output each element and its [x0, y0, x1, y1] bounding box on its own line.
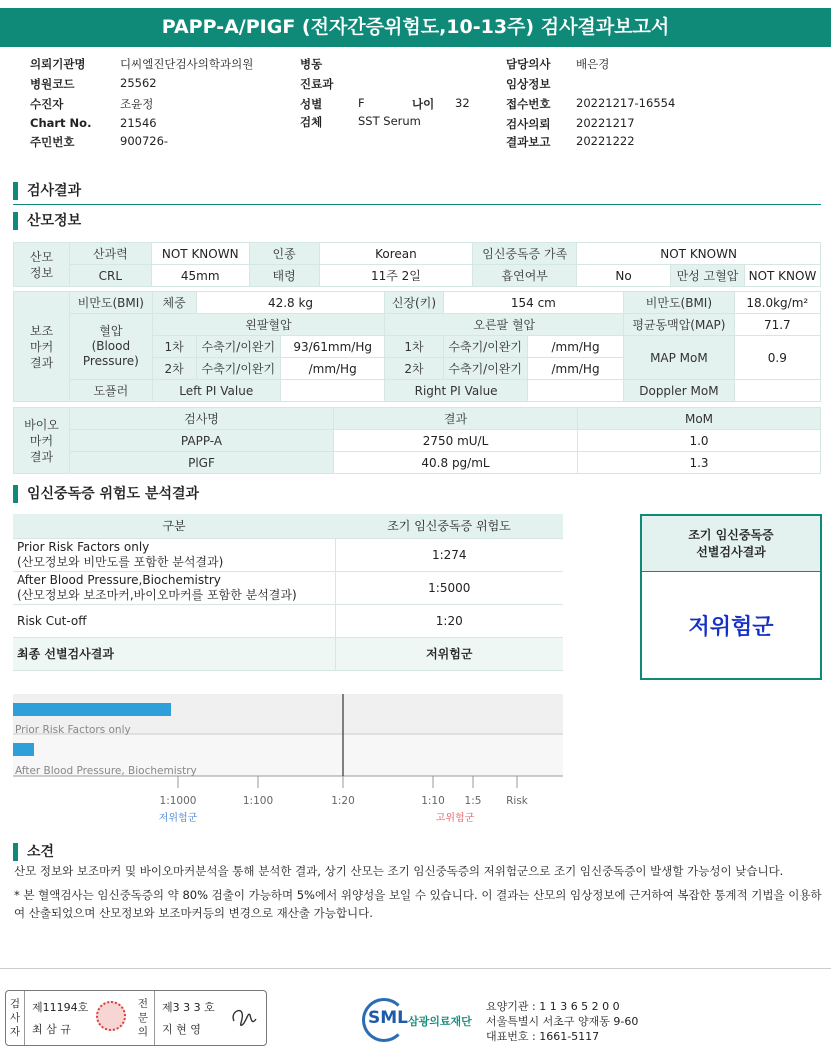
institution-name: 삼광의료재단: [408, 1015, 472, 1028]
header-value: 25562: [120, 76, 157, 90]
signature-icon: [228, 1003, 264, 1033]
section-title-result: 검사결과: [13, 182, 81, 200]
table-row: [14, 430, 821, 452]
cell-label: Right PI Value: [385, 380, 528, 402]
header-value: 20221222: [576, 134, 635, 148]
cell-label: 평균동맥압(MAP): [624, 314, 734, 336]
cell-label: 오른팔 혈압: [385, 314, 624, 336]
report-title: PAPP-A/PIGF (전자간증위험도,10-13주) 검사결과보고서: [0, 8, 831, 47]
table-row: [14, 452, 821, 474]
header-label: 성별: [300, 97, 323, 111]
cell-value: 0.9: [734, 336, 820, 380]
result-box-heading: 조기 임신중독증 선별검사결과: [642, 516, 820, 572]
cell-value: 42.8 kg: [196, 292, 385, 314]
header-label: 진료과: [300, 77, 334, 91]
cell-value: No: [577, 265, 671, 287]
column-header: 구분: [13, 514, 335, 538]
auxiliary-side-label: 보조 마커 결과: [14, 292, 70, 402]
low-risk-label: 저위험군: [158, 813, 198, 824]
risk-table: [13, 514, 563, 671]
tick-label: 1:1000: [159, 795, 197, 807]
auxiliary-marker-table: [13, 291, 821, 402]
cell-value: Korean: [319, 243, 473, 265]
header-value: 디씨엘진단검사의학과의원: [120, 57, 254, 71]
header-label: Chart No.: [30, 116, 92, 130]
risk-label: Prior Risk Factors only (산모정보와 비만도를 포함한 분석결과): [13, 538, 335, 571]
risk-bar-after: [13, 743, 34, 756]
divider: [13, 204, 821, 205]
cell-label: 수축기/이완기: [196, 358, 280, 380]
cell-value: 45mm: [151, 265, 249, 287]
header-label: 수진자: [30, 97, 64, 111]
cell-label: MAP MoM: [624, 336, 734, 380]
risk-label: After Blood Pressure,Biochemistry (산모정보와 보조마커,바이오마커를 포함한 분석결과): [13, 571, 335, 604]
cell-label: 인종: [249, 243, 319, 265]
tick-label: 1:20: [331, 795, 355, 807]
cell-label: PAPP-A: [70, 430, 334, 452]
cell-value: /mm/Hg: [280, 358, 384, 380]
cell-label: 임신중독증 가족: [473, 243, 577, 265]
cell-value: 154 cm: [443, 292, 624, 314]
cell-value: 2750 mU/L: [334, 430, 578, 452]
lab-label: 검사자: [9, 998, 21, 1038]
header-label: 담당의사: [506, 57, 551, 71]
header-label: 의뢰기관명: [30, 57, 86, 71]
column-header: 검사명: [70, 408, 334, 430]
header-label: 병동: [300, 57, 323, 71]
cell-label: 비만도(BMI): [624, 292, 734, 314]
risk-bar-prior: [13, 703, 171, 716]
section-title-maternal: 산모정보: [13, 212, 81, 230]
header-label: 병원코드: [30, 77, 75, 91]
risk-value: 1:5000: [335, 571, 563, 604]
cell-value: 18.0kg/m²: [734, 292, 820, 314]
logo-text: SML: [368, 1008, 408, 1028]
cell-label: 수축기/이완기: [196, 336, 280, 358]
cell-value: /mm/Hg: [527, 358, 623, 380]
cell-value: 1.3: [578, 452, 821, 474]
header-value: F: [358, 96, 365, 110]
biomarker-table: [13, 407, 821, 474]
cell-label: 도플러: [70, 380, 152, 402]
cell-label: 1차: [152, 336, 196, 358]
doc-number: 제3 3 3 호: [162, 1001, 215, 1014]
cell-value: NOT KNOW: [744, 265, 820, 287]
cell-label: 만성 고혈압: [670, 265, 744, 287]
cell-label: 2차: [152, 358, 196, 380]
risk-chart: [13, 694, 823, 829]
risk-value: 1:274: [335, 538, 563, 571]
cell-label: 2차: [385, 358, 443, 380]
table-row: [13, 538, 563, 571]
cell-label: 흡연여부: [473, 265, 577, 287]
header-value: 20221217: [576, 116, 635, 130]
cell-label: Left PI Value: [152, 380, 280, 402]
doc-label: 전문의: [137, 998, 149, 1038]
bar-label: After Blood Pressure, Biochemistry: [15, 765, 197, 777]
result-box: [640, 514, 822, 680]
tick-group: [160, 776, 529, 807]
header-value: 900726-: [120, 134, 169, 148]
header-value: 배은경: [576, 57, 610, 71]
sig-divider: [24, 991, 25, 1045]
cell-label: CRL: [69, 265, 151, 287]
column-header: MoM: [578, 408, 821, 430]
cell-value: 11주 2일: [319, 265, 473, 287]
final-label: 최종 선별검사결과: [13, 637, 335, 670]
section-title-analysis: 임신중독증 위험도 분석결과: [13, 485, 199, 503]
header-value: 조윤정: [120, 97, 154, 111]
tick-label: Risk: [506, 795, 528, 807]
biomarker-side-label: 바이오 마커 결과: [14, 408, 70, 474]
header-value: 20221217-16554: [576, 96, 676, 110]
cell-value: /mm/Hg: [527, 336, 623, 358]
table-row: [13, 604, 563, 637]
cell-label: 수축기/이완기: [443, 336, 527, 358]
high-risk-label: 고위험군: [435, 813, 475, 824]
cell-label: 체중: [152, 292, 196, 314]
cell-value: 71.7: [734, 314, 820, 336]
opinion-line2: * 본 혈액검사는 임신중독증의 약 80% 검출이 가능하며 5%에서 위양성을 보일 수 있습니다. 이 결과는 산모의 임상정보에 근거하여 복잡한 통계적 기법을 이용하여 산출되었으며 산모정보와 보조마커등의 변경으로 재산출 가능합니다.: [14, 888, 822, 920]
column-header: 조기 임신중독증 위험도: [335, 514, 563, 538]
institution-code: 요양기관 : 1 1 3 6 5 2 0 0: [486, 1000, 620, 1013]
cell-value: 93/61mm/Hg: [280, 336, 384, 358]
age-label: 나이: [412, 97, 435, 111]
maternal-side-label: 산모 정보: [14, 243, 70, 287]
institution-phone: 대표번호 : 1661-5117: [486, 1030, 600, 1043]
header-label: 주민번호: [30, 135, 75, 149]
cell-value: [527, 380, 623, 402]
table-row: [13, 637, 563, 670]
header-label: 접수번호: [506, 97, 551, 111]
institution-address: 서울특별시 서초구 양재동 9-60: [486, 1015, 639, 1028]
cell-value: 1.0: [578, 430, 821, 452]
age-value: 32: [455, 96, 470, 110]
final-value: 저위험군: [335, 637, 563, 670]
header-label: 결과보고: [506, 135, 551, 149]
doc-name: 지 현 영: [162, 1023, 201, 1036]
header-label: 검사의뢰: [506, 117, 551, 131]
risk-value: 1:20: [335, 604, 563, 637]
tick-label: 1:5: [464, 795, 482, 807]
result-box-value: 저위험군: [688, 614, 774, 640]
cell-label: 태령: [249, 265, 319, 287]
cell-value: NOT KNOWN: [151, 243, 249, 265]
header-value: 21546: [120, 116, 157, 130]
cell-label: 산과력: [69, 243, 151, 265]
cell-label: 신장(키): [385, 292, 443, 314]
cell-label: 비만도(BMI): [70, 292, 152, 314]
maternal-info-table: [13, 242, 821, 287]
table-row: [13, 571, 563, 604]
cell-label: 1차: [385, 336, 443, 358]
lab-number: 제11194호: [32, 1001, 89, 1014]
opinion-line1: 산모 정보와 보조마커 및 바이오마커분석을 통해 분석한 결과, 상기 산모는 조기 임신중독증의 저위험군으로 조기 임신중독증이 발생할 가능성이 낮습니다.: [14, 864, 784, 878]
bp-label: 혈압 (Blood Pressure): [70, 314, 152, 380]
section-title-opinion: 소견: [13, 843, 54, 861]
cell-value: 40.8 pg/mL: [334, 452, 578, 474]
cell-label: 왼팔혈압: [152, 314, 385, 336]
header-label: 임상정보: [506, 77, 551, 91]
column-header: 결과: [334, 408, 578, 430]
header-value: SST Serum: [358, 114, 421, 128]
signature-block: [5, 990, 267, 1046]
bar-label: Prior Risk Factors only: [15, 724, 131, 736]
cell-label: Doppler MoM: [624, 380, 734, 402]
seal-icon: [96, 1001, 126, 1031]
cell-value: [734, 380, 820, 402]
risk-label: Risk Cut-off: [13, 604, 335, 637]
header-label: 검체: [300, 115, 323, 129]
tick-label: 1:10: [421, 795, 445, 807]
lab-name: 최 삼 규: [32, 1023, 71, 1036]
sig-divider: [154, 991, 155, 1045]
cell-label: 수축기/이완기: [443, 358, 527, 380]
cell-value: [280, 380, 384, 402]
cell-value: NOT KNOWN: [577, 243, 821, 265]
tick-label: 1:100: [242, 795, 274, 807]
footer-divider: [0, 968, 831, 969]
cell-label: PlGF: [70, 452, 334, 474]
